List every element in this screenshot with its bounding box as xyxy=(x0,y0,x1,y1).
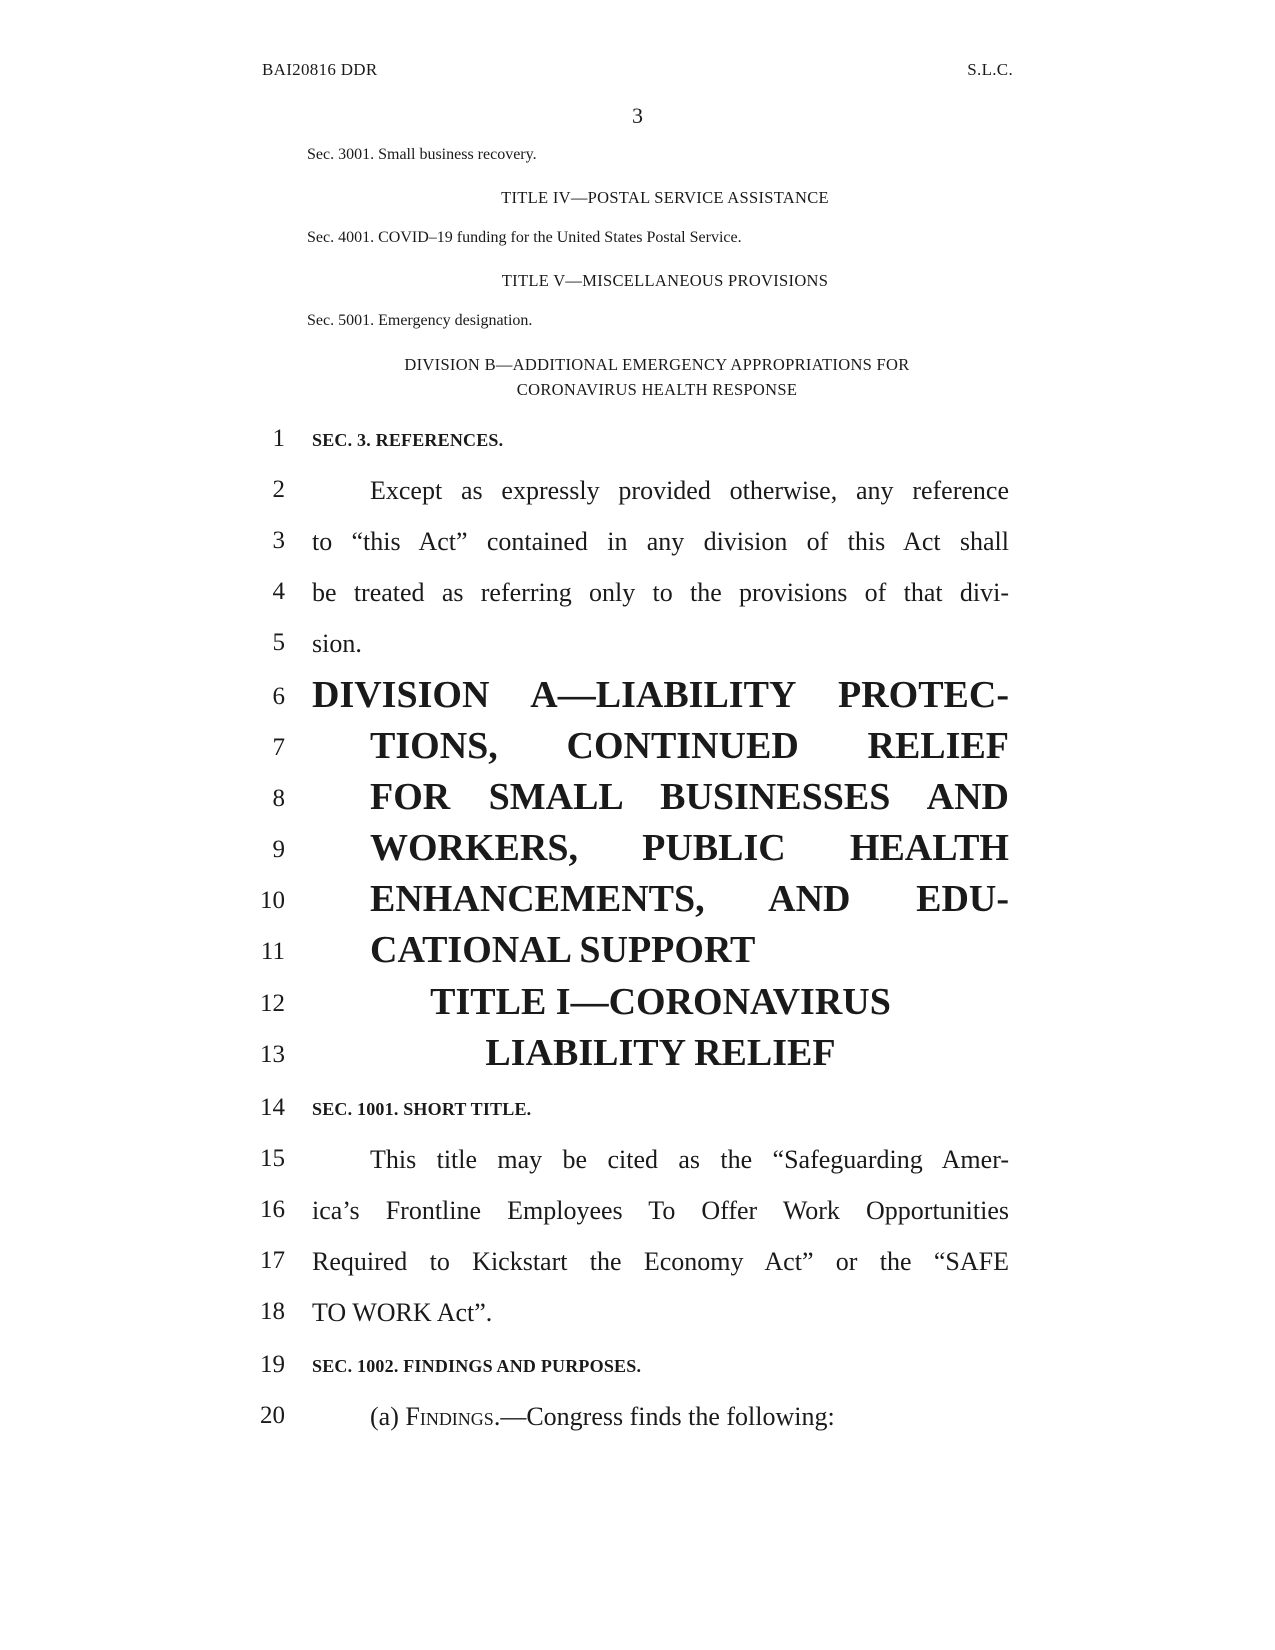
document-id: BAI20816 DDR xyxy=(262,60,378,79)
findings-text: .—Congress finds the following: xyxy=(493,1402,835,1431)
body-text-line: to “this Act” contained in any division of this Act shall xyxy=(312,527,1009,556)
line-number: 13 xyxy=(260,1041,285,1068)
line-number: 17 xyxy=(260,1247,285,1274)
line-number: 4 xyxy=(272,578,285,605)
title-i-heading-line: TITLE I—CORONAVIRUS xyxy=(430,981,891,1023)
toc-division-b-line-1: DIVISION B—ADDITIONAL EMERGENCY APPROPRIATIONS FOR xyxy=(404,355,910,374)
toc-title-v: TITLE V—MISCELLANEOUS PROVISIONS xyxy=(501,271,829,290)
body-text-line: be treated as referring only to the provisions of that divi- xyxy=(312,578,1009,607)
toc-title-iv: TITLE IV—POSTAL SERVICE ASSISTANCE xyxy=(501,188,829,207)
division-a-heading-line: WORKERS, PUBLIC HEALTH xyxy=(370,827,1009,869)
body-text-line: Required to Kickstart the Economy Act” or the “SAFE xyxy=(312,1247,1009,1276)
line-number: 20 xyxy=(260,1402,285,1429)
findings-label: Findings xyxy=(405,1402,494,1431)
toc-entry-sec-4001: Sec. 4001. COVID–19 funding for the United States Postal Service. xyxy=(307,229,742,246)
line-number: 12 xyxy=(260,990,285,1017)
page-number: 3 xyxy=(632,103,643,128)
line-number: 16 xyxy=(260,1196,285,1223)
title-i-heading-line: LIABILITY RELIEF xyxy=(485,1032,836,1074)
toc-division-b-line-2: CORONAVIRUS HEALTH RESPONSE xyxy=(516,380,798,399)
section-heading-sec-1001: SEC. 1001. SHORT TITLE. xyxy=(312,1099,532,1119)
line-number: 6 xyxy=(272,683,285,710)
toc-entry-sec-3001: Sec. 3001. Small business recovery. xyxy=(307,146,537,163)
line-number: 14 xyxy=(260,1094,285,1121)
body-text-line: sion. xyxy=(312,629,362,658)
division-a-heading-line: ENHANCEMENTS, AND EDU- xyxy=(370,878,1009,920)
body-text-line: TO WORK Act”. xyxy=(312,1298,493,1327)
line-number: 5 xyxy=(272,629,285,656)
line-number: 2 xyxy=(272,476,285,503)
section-heading-sec-3: SEC. 3. REFERENCES. xyxy=(312,430,504,450)
line-number: 3 xyxy=(272,527,285,554)
line-number: 18 xyxy=(260,1298,285,1325)
division-a-heading-line: TIONS, CONTINUED RELIEF xyxy=(370,725,1009,767)
findings-prefix: (a) xyxy=(370,1402,406,1431)
line-number: 7 xyxy=(272,734,285,761)
line-number: 9 xyxy=(272,836,285,863)
line-number: 11 xyxy=(260,938,285,965)
division-a-heading-line: DIVISION A—LIABILITY PROTEC- xyxy=(312,674,1009,716)
toc-entry-sec-5001: Sec. 5001. Emergency designation. xyxy=(307,312,533,329)
body-text-line: ica’s Frontline Employees To Offer Work Opportunities xyxy=(312,1196,1009,1225)
line-number: 15 xyxy=(260,1145,285,1172)
division-a-heading-line: CATIONAL SUPPORT xyxy=(370,929,756,971)
slc-mark: S.L.C. xyxy=(967,60,1013,79)
division-a-heading-line: FOR SMALL BUSINESSES AND xyxy=(370,776,1009,818)
line-number: 19 xyxy=(260,1351,285,1378)
findings-subsection-line xyxy=(370,1402,1009,1432)
body-text-line: Except as expressly provided otherwise, any reference xyxy=(370,476,1009,505)
line-number: 10 xyxy=(260,887,285,914)
line-number: 8 xyxy=(272,785,285,812)
line-number: 1 xyxy=(272,425,285,452)
section-heading-sec-1002: SEC. 1002. FINDINGS AND PURPOSES. xyxy=(312,1356,642,1376)
body-text-line: This title may be cited as the “Safeguarding Amer- xyxy=(370,1145,1009,1174)
